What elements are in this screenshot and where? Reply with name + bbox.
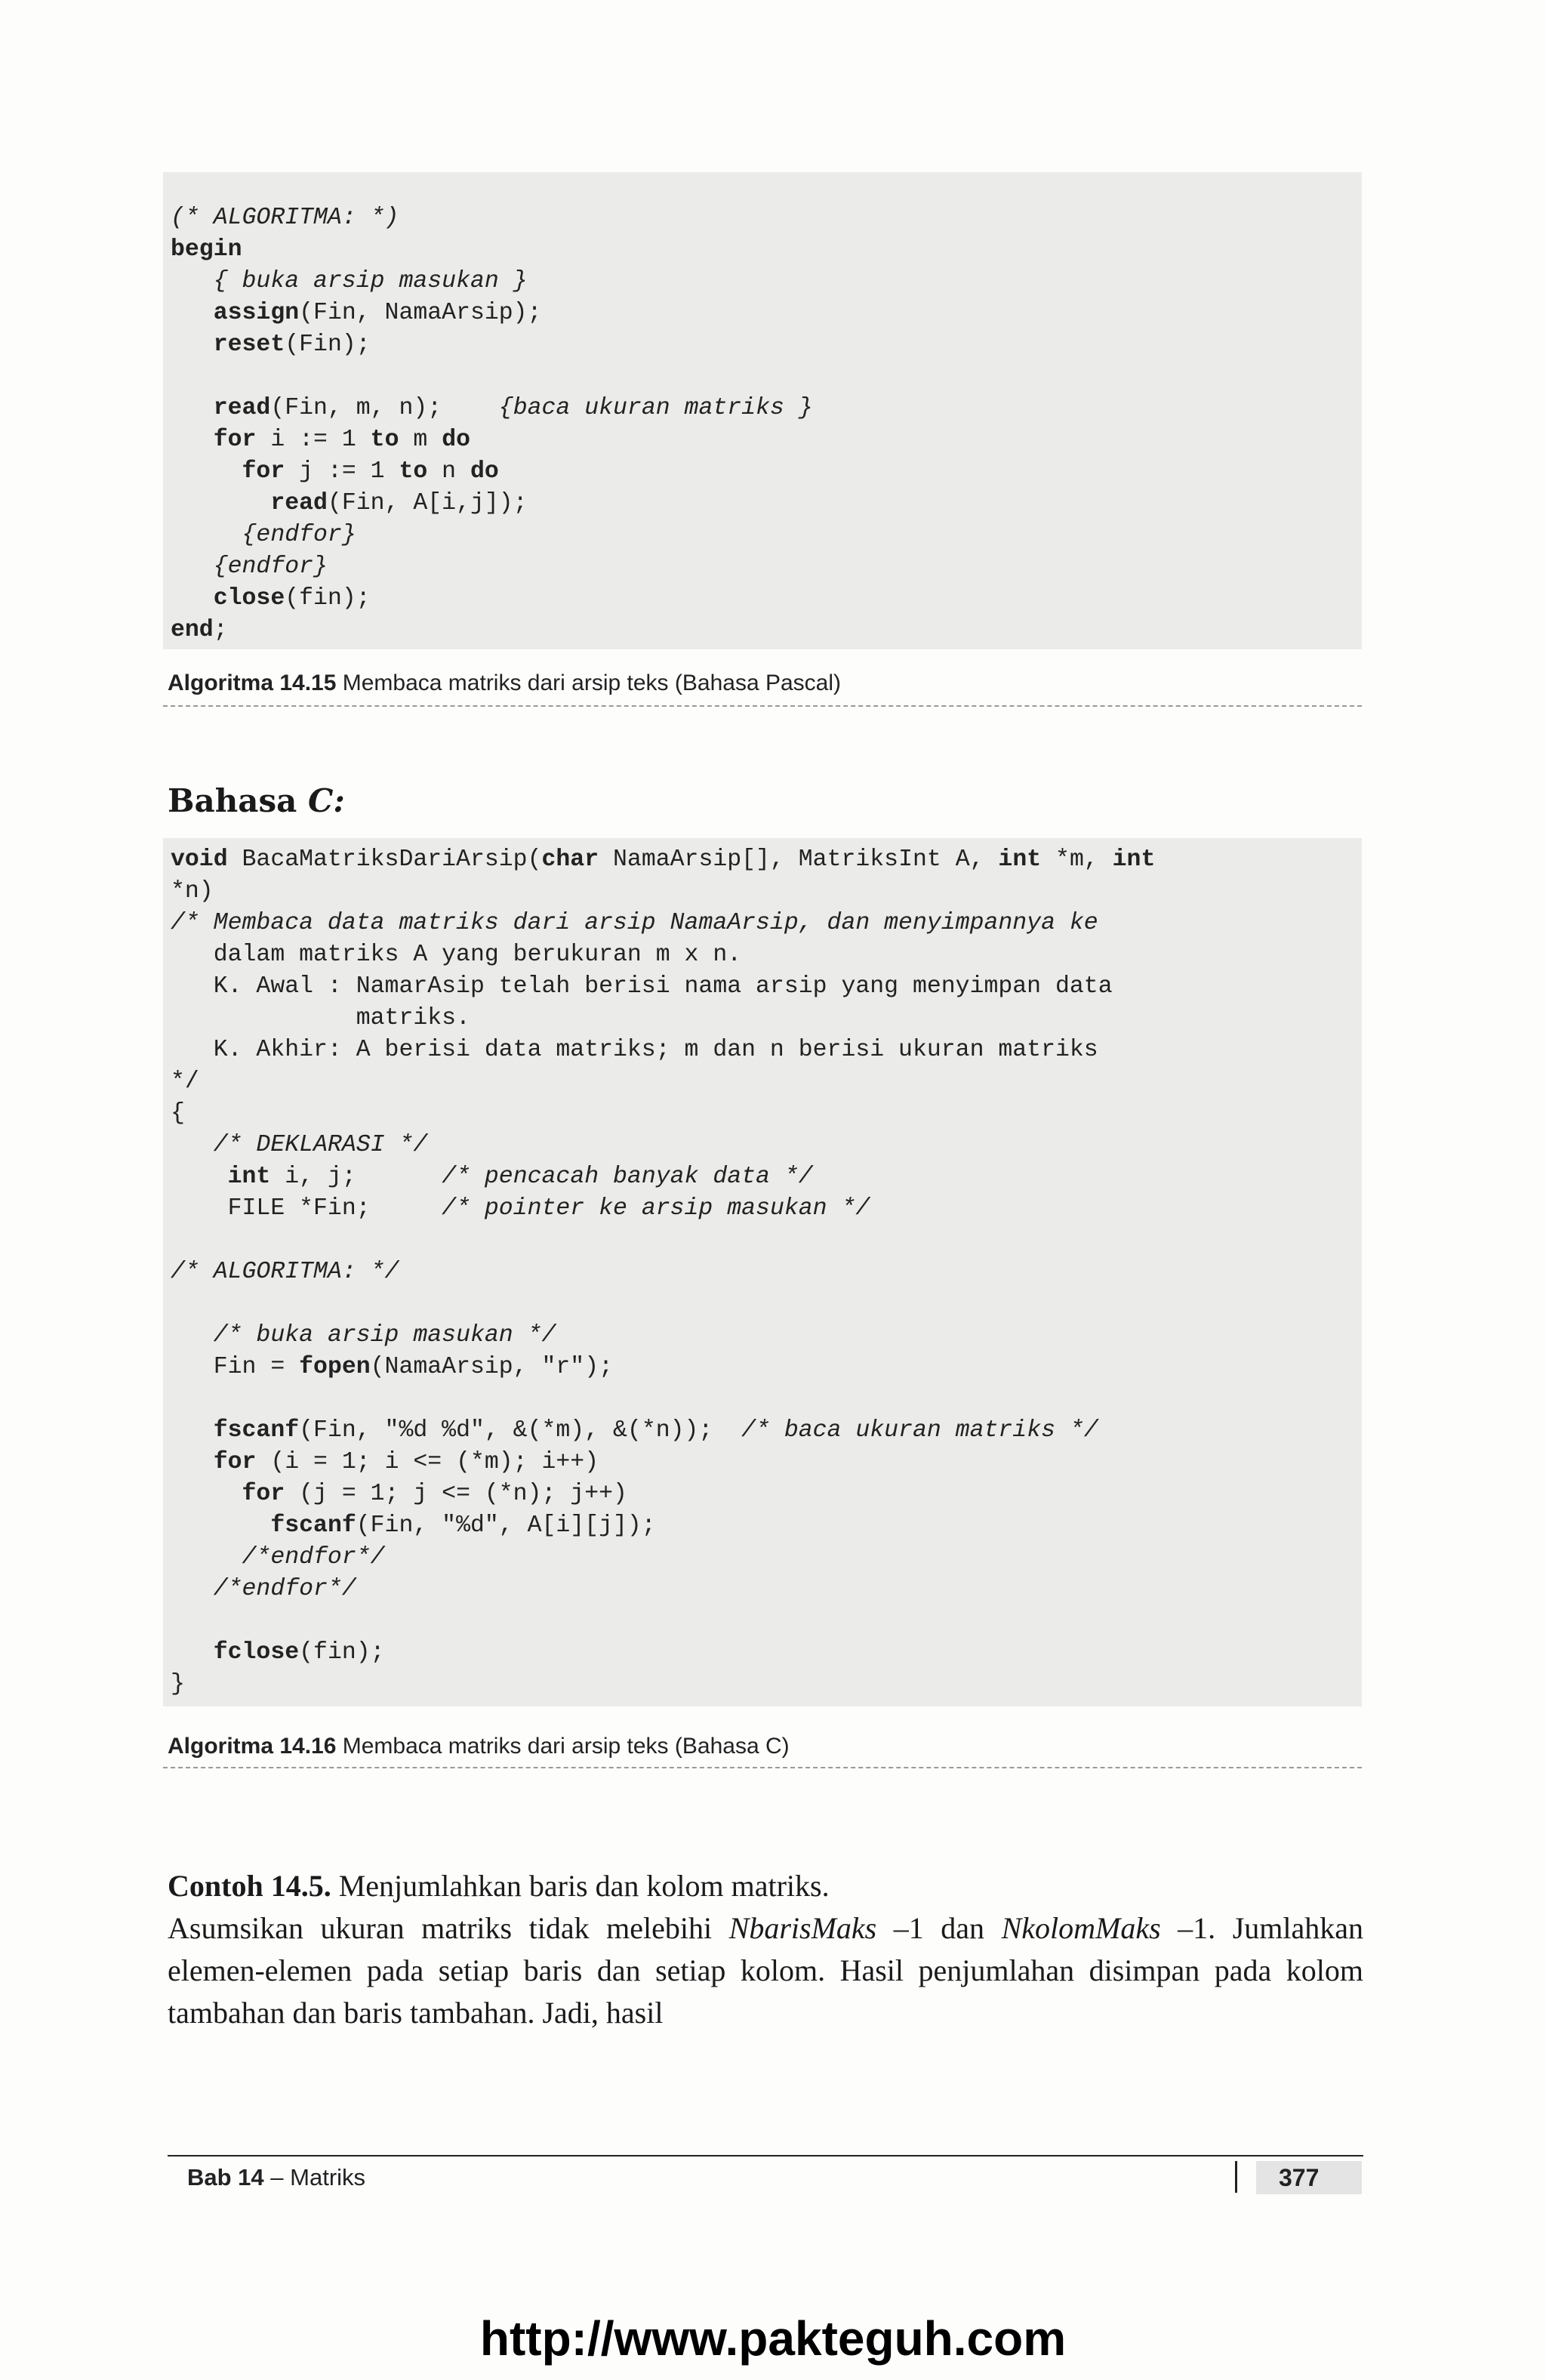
watermark-url[interactable]: http://www.pakteguh.com xyxy=(479,2311,1067,2366)
c_code-line: } xyxy=(171,1671,185,1697)
pascal_code-line: reset(Fin); xyxy=(213,331,371,358)
c_code-line: /*endfor*/ xyxy=(242,1544,385,1571)
pascal-code-block xyxy=(163,172,1362,649)
pascal_code-line: (* ALGORITMA: *) xyxy=(171,205,399,231)
footer-chapter-title: – Matriks xyxy=(263,2164,366,2190)
caption-pascal-rule xyxy=(163,705,1362,707)
page-number: 377 xyxy=(1256,2161,1362,2194)
footer-chapter xyxy=(187,2164,365,2191)
c_code-line: dalam matriks A yang berukuran m x n. xyxy=(171,942,742,968)
example-subtitle: Menjumlahkan baris dan kolom matriks. xyxy=(331,1869,830,1903)
c-code xyxy=(163,838,1362,1700)
example-nbaris: NbarisMaks xyxy=(728,1911,877,1945)
caption-c-text: Membaca matriks dari arsip teks (Bahasa C) xyxy=(336,1734,790,1759)
caption-c-rule xyxy=(163,1767,1362,1768)
caption-pascal-label: Algoritma 14.15 xyxy=(168,671,337,695)
c_code-line: void BacaMatriksDariArsip(char NamaArsip[], MatriksInt A, int *m, int xyxy=(171,846,1156,873)
c_code-line: FILE *Fin; /* pointer ke arsip masukan */ xyxy=(171,1195,870,1222)
footer-chapter-label: Bab 14 xyxy=(187,2164,264,2190)
pascal_code-line: begin xyxy=(171,236,242,263)
pascal_code-line: for j := 1 to n do xyxy=(242,458,499,485)
c_code-line: /* DEKLARASI */ xyxy=(213,1132,428,1158)
pascal_code-line xyxy=(171,361,1362,393)
c_code-line: K. Akhir: A berisi data matriks; m dan n berisi ukuran matriks xyxy=(171,1037,1098,1063)
example-body-3: –1. Jumlahkan elemen-elemen pada setiap baris dan setiap kolom. Hasil penjumlahan disimpan pada kolom tambahan dan baris tambahan. Jadi, hasil xyxy=(168,1911,1363,2030)
c_code-line: { xyxy=(171,1100,185,1127)
c_code-line xyxy=(171,1225,1362,1256)
pascal_code-line: assign(Fin, NamaArsip); xyxy=(213,300,542,326)
example-nkolom: NkolomMaks xyxy=(1001,1911,1161,1945)
c_code-line xyxy=(171,1383,1362,1415)
c_code-line: Fin = fopen(NamaArsip, "r"); xyxy=(171,1354,614,1380)
footer-separator xyxy=(1235,2161,1237,2193)
c_code-line: int i, j; /* pencacah banyak data */ xyxy=(227,1164,813,1190)
caption-c xyxy=(168,1734,790,1759)
pascal_code-line: close(fin); xyxy=(213,585,371,612)
pascal_code-line: read(Fin, A[i,j]); xyxy=(270,490,528,516)
caption-pascal xyxy=(168,671,841,696)
pascal_code-line: read(Fin, m, n); {baca ukuran matriks } xyxy=(213,395,813,421)
c_code-line: for (i = 1; i <= (*m); i++) xyxy=(213,1449,599,1475)
example-body-1: Asumsikan ukuran matriks tidak melebihi xyxy=(168,1911,729,1945)
c_code-line xyxy=(171,1288,1362,1320)
c_code-line: /* ALGORITMA: */ xyxy=(171,1259,399,1285)
caption-c-label: Algoritma 14.16 xyxy=(168,1734,337,1759)
section-heading-italic: C: xyxy=(307,782,345,819)
c_code-line: fscanf(Fin, "%d", A[i][j]); xyxy=(270,1512,656,1539)
c_code-line: */ xyxy=(171,1068,199,1095)
c_code-line: *n) xyxy=(171,878,214,905)
example-paragraph xyxy=(168,1865,1363,2034)
c_code-line: /*endfor*/ xyxy=(213,1576,356,1602)
c_code-line: K. Awal : NamarAsip telah berisi nama arsip yang menyimpan data xyxy=(171,973,1113,1000)
c_code-line: fclose(fin); xyxy=(213,1639,385,1666)
section-heading-text: Bahasa xyxy=(168,782,308,819)
pascal_code-line: { buka arsip masukan } xyxy=(213,268,528,294)
c_code-line: /* buka arsip masukan */ xyxy=(213,1322,556,1349)
footer-rule xyxy=(168,2155,1363,2156)
c_code-line: matriks. xyxy=(171,1005,470,1031)
pascal-code xyxy=(163,172,1362,646)
c_code-line: for (j = 1; j <= (*n); j++) xyxy=(242,1481,627,1507)
c_code-line xyxy=(171,1605,1362,1637)
example-title: Contoh 14.5. xyxy=(168,1869,331,1903)
c_code-line: fscanf(Fin, "%d %d", &(*m), &(*n)); /* baca ukuran matriks */ xyxy=(213,1417,1098,1444)
example-body-2: –1 dan xyxy=(876,1911,1002,1945)
pascal_code-line: {endfor} xyxy=(213,553,328,580)
pascal_code-line: end; xyxy=(171,617,228,643)
pascal_code-line: for i := 1 to m do xyxy=(213,427,471,453)
c-code-block xyxy=(163,838,1362,1706)
caption-pascal-text: Membaca matriks dari arsip teks (Bahasa Pascal) xyxy=(336,671,841,695)
pascal_code-line: {endfor} xyxy=(242,522,356,548)
section-heading xyxy=(168,782,345,819)
c_code-line: /* Membaca data matriks dari arsip NamaArsip, dan menyimpannya ke xyxy=(171,910,1098,936)
